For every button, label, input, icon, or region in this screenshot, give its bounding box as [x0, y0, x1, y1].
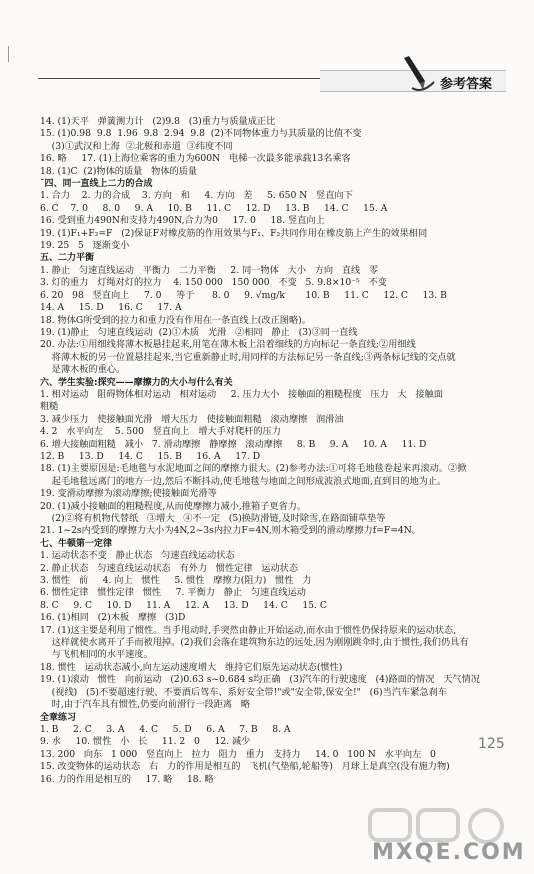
answer-line: 将薄木板的另一位置悬挂起来,当它重新静止时,用同样的方法标记另一条直线;③两条标记线的交点就 [40, 351, 456, 363]
answer-line: ¯四、同一直线上二力的合成 [40, 179, 153, 190]
answer-line: 19. (1)静止 匀速直线运动 (2)①木质 光滑 ②相同 静止 (3)③同一直线 [40, 326, 358, 338]
answer-line: (3)①武汉和上海 ②北极和赤道 ③纬度不同 [40, 140, 233, 152]
answer-line: 15. 改变物体的运动状态 右 力的作用是相互的 飞机(气垫船,轮船等) 月球上是真空(没有施力物) [40, 761, 450, 773]
answer-line: 19. (1)滚动 惯性 向前运动 (2)0.63 s~0.684 s均正确 (3)汽车的行驶速度 (4)路面的情况 天气情况 [40, 674, 480, 686]
page-number: 125 [478, 736, 505, 752]
answer-content [40, 116, 510, 786]
answer-line: 20. 办法:①用细线将薄木板悬挂起来,用笔在薄木板上沿着细线的方向标记一条直线;②用细线 [40, 339, 416, 351]
answer-line: 时,由于汽车具有惯性,仍要向前滑行一段距离 略 [40, 699, 251, 711]
answer-line: 13. 200 向东 1 000 竖直向上 拉力 阻力 重力 支持力 14. 0 100 N 水平向左 0 [40, 748, 436, 760]
answer-line: 五、二力平衡 [40, 253, 95, 264]
left-margin-mark [8, 46, 9, 62]
answer-line: 粗糙 [40, 401, 59, 413]
answer-line: 16. (1)相同 (2)木板 摩擦 (3)D [40, 612, 186, 624]
answer-line: 12. B 13. D 14. C 15. B 16. A 17. D [40, 450, 261, 462]
answer-line: 与飞机相同的水平速度。 [40, 649, 153, 661]
answer-line: 1. B 2. C 3. A 4. C 5. D 6. A 7. B 8. A [40, 723, 291, 735]
answer-line: 18. (1)C (2)物体的质量 物体的质量 [40, 165, 198, 177]
answer-line: 14. A 15. D 16. C 17. A [40, 302, 182, 314]
answer-line: 17. (1)这主要是利用了惯性。当手甩动时,手突然由静止开始运动,而水由于惯性仍保持原来的运动状态, [40, 624, 456, 636]
answer-line: 6. 20 98 竖直向上 7. 0 等于 8. 0 9. √mg/k 10. B 11. C 12. C 13. B [40, 289, 447, 301]
answer-line: 4. 2 水平向左 5. 500 竖直向上 增大手对爬杆的压力 [40, 426, 281, 438]
answer-line: 16. 力的作用是相互的 17. 略 18. 略 [40, 773, 214, 785]
answer-line: 6. 增大接触面粗糙 减小 7. 滑动摩擦 静摩擦 滚动摩擦 8. B 9. A 10. A 11. D [40, 438, 427, 450]
answer-line: 16. 略 17. (1)上海位乘客的重力为600N 电梯一次最多能承载13名乘客 [40, 153, 351, 165]
answer-line: 是薄木板的重心。 [40, 364, 126, 376]
answer-line: 1. 静止 匀速直线运动 平衡力 二力平衡 2. 同一物体 大小 方向 直线 零 [40, 264, 379, 276]
answer-line: 9. 水 10. 惯性 小 长 11. 2 0 12. 减少 [40, 736, 251, 748]
answer-line: 6. 惯性定律 惯性定律 惯性 7. 平衡力 静止 匀速直线运动 [40, 587, 306, 599]
answer-line: 19. 变滑动摩擦为滚动摩擦;使接触面光滑等 [40, 488, 217, 500]
answer-line: 全章练习 [40, 712, 77, 723]
answer-line: 这样就使水离开了手而被甩掉。(2)我们会落在建筑物东边的远处,因为刚刚跳伞时,由于惯性,我们仍具有 [40, 637, 469, 649]
answer-line: 15. (1)0.98 9.8 1.96 9.8 2.94 9.8 (2)不同物体重力与其质量的比值不变 [40, 128, 362, 140]
answer-line: 1. 运动状态不变 静止状态 匀速直线运动状态 [40, 550, 235, 562]
answer-line: 3. 减少压力 使接触面光滑 增大压力 使接触面粗糙 滚动摩擦 润滑油 [40, 413, 344, 425]
answer-line: 16. 受到重力490N和支持力490N,合力为0 17. 0 18. 竖直向上 [40, 215, 325, 227]
answer-line: 8. C 9. C 10. D 11. A 12. A 13. D 14. C 15. C [40, 599, 327, 611]
answer-line: 6. C 7. 0 8. 0 9. A 10. B 11. C 12. D 13. B 14. C 15. A [40, 202, 388, 214]
answer-line: 19. 25 5 逐渐变小 [40, 240, 130, 252]
answer-line: 21. 1~2s内受到的摩擦力大小为4N,2~3s内拉力F=4N,则木箱受到的滑动摩擦力f=F=4N。 [40, 525, 421, 537]
header-rule [38, 78, 323, 79]
answer-line: (视线) (5)不要超速行驶、不要酒后驾车、系好安全带!"或"安全带,保安全!" (6)当汽车紧急刹车 [40, 686, 447, 698]
answer-line: 起毛地毯远离门的地方一边,然后不断抖动,使毛地毯与地面之间形成波浪式地面,直到目的地为止。 [40, 475, 447, 487]
answer-line: 2. 静止状态 匀速直线运动状态 有外力 惯性定律 运动状态 [40, 562, 299, 574]
answer-line: 1. 合力 2. 力的合成 3. 方向 和 4. 方向 差 5. 650 N 竖直向下 [40, 190, 353, 202]
answer-line: 3. 惯性 前 4. 向上 惯性 5. 惯性 摩擦力(阻力) 惯性 力 [40, 575, 312, 587]
header-title: 参考答案 [440, 77, 493, 92]
answer-line: (2)②将有机物代替纸 ③增大 ④不一定 (5)换防滑链,及时除雪,在路面铺草垫等 [40, 513, 386, 524]
watermark-text: MXQE.COM [372, 840, 526, 865]
answer-line: 1. 相对运动 阻碍物体相对运动 相对运动 2. 压力大小 接触面的粗糙程度 压力 大 接触面 [40, 388, 443, 400]
answer-line: 六、学生实验:探究——摩擦力的大小与什么有关 [40, 377, 233, 388]
pen-icon [398, 54, 438, 94]
answer-line: 七、牛顿第一定律 [40, 538, 113, 549]
answer-line: 18. 物体G所受到的拉力和重力没有作用在一条直线上(改正图略)。 [40, 314, 311, 326]
answer-line: 18. (1)主要原因是:毛地毯与水泥地面之间的摩擦力很大。(2)参考办法:①可将毛地毯卷起来再滚动。②掀 [40, 463, 467, 475]
answer-line: 18. 惯性 运动状态减小,向左运动速度增大 维持它们原先运动状态(惯性) [40, 661, 343, 673]
answer-line: 19. (1)F₁+F₂=F (2)保证F对橡皮筋的作用效果与F₁、F₂共同作用在橡皮筋上产生的效果相同 [40, 227, 428, 239]
answer-line: 3. 灯的重力 灯绳对灯的拉力 4. 150 000 150 000 不变 5. 9.8×10⁻⁵ 不变 [40, 277, 387, 289]
answer-line: 14. (1)天平 弹簧测力计 (2)9.8 (3)重力与质量成正比 [40, 116, 276, 127]
answer-line: 20. (1)减小接触面的粗糙程度,从而使摩擦力减小,推箱子更省力。 [40, 500, 307, 512]
